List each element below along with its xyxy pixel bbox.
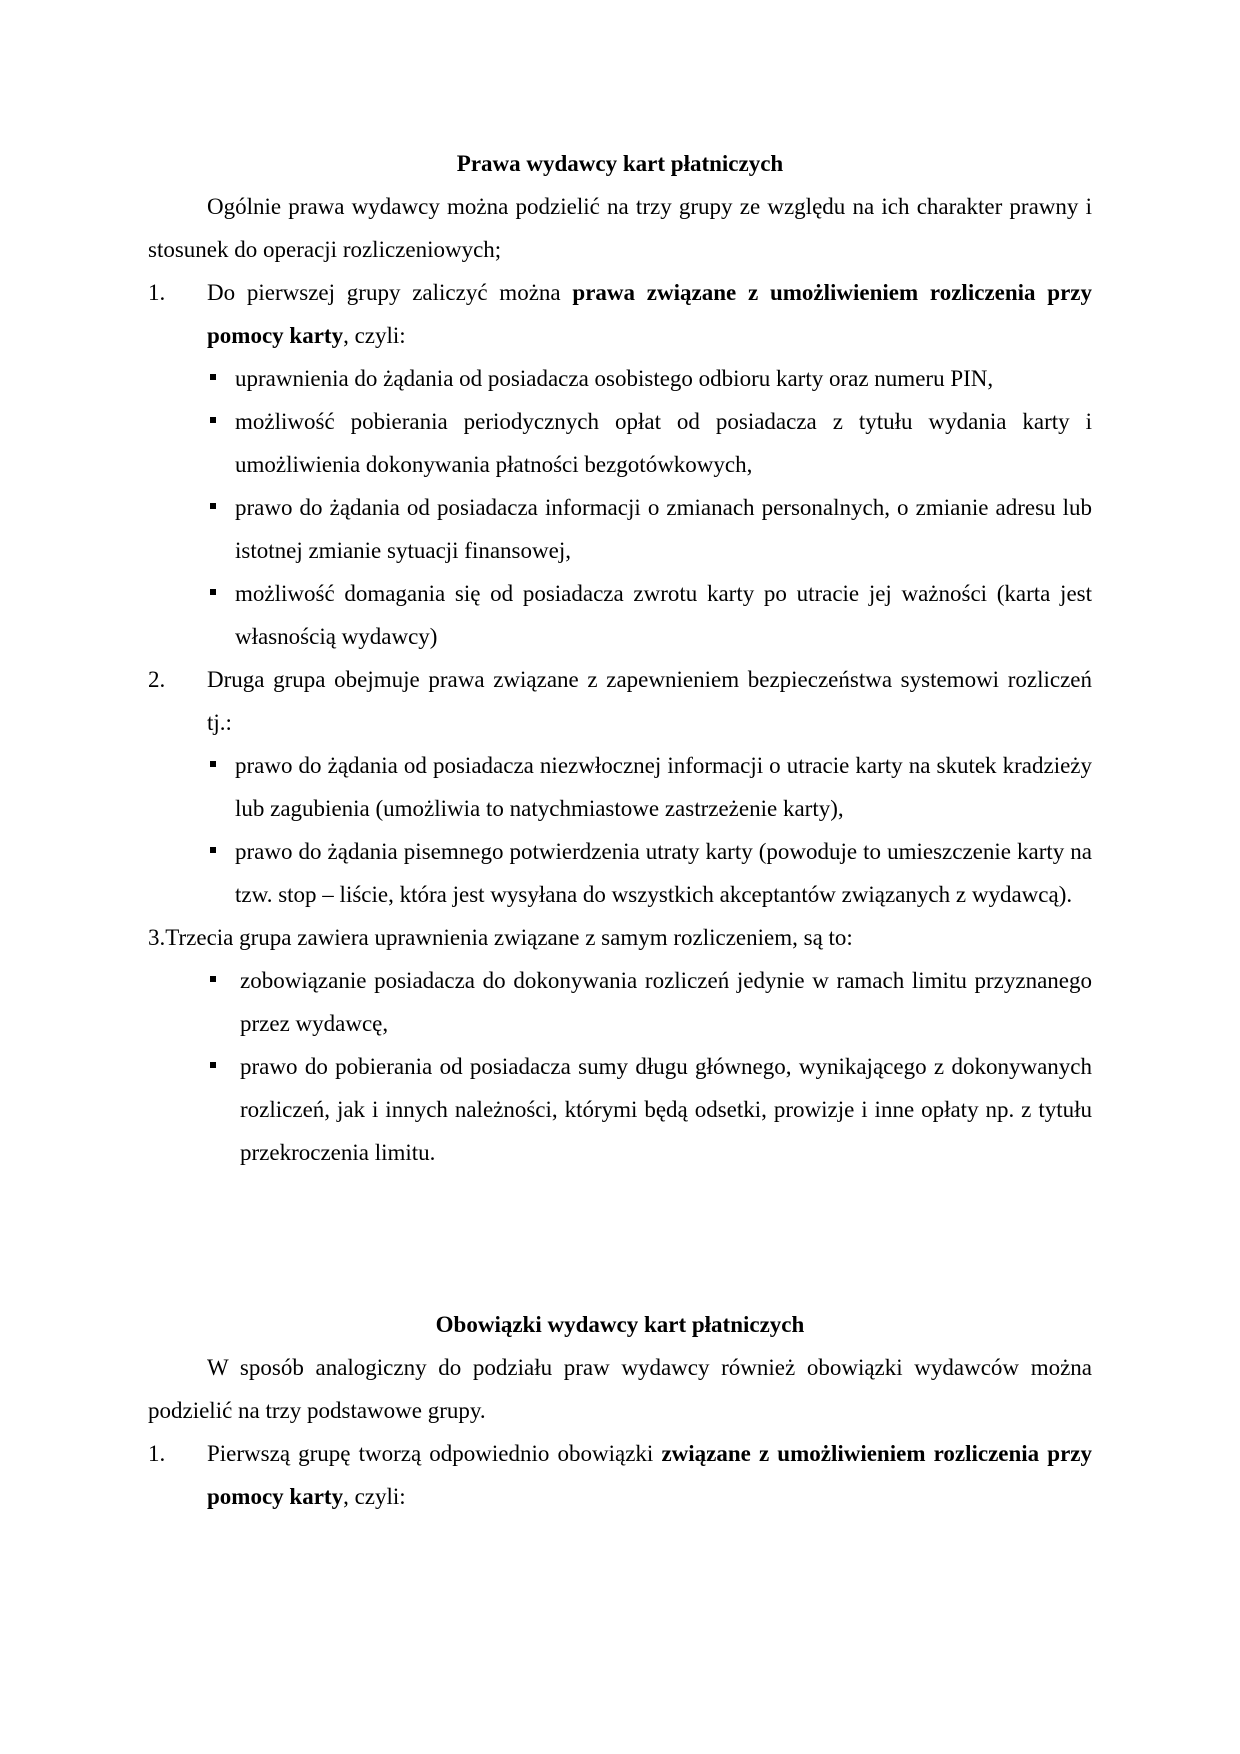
group-text: Pierwszą grupę tworzą odpowiednio obowiązki [207, 1441, 662, 1466]
list-item [148, 744, 1092, 830]
bullet-icon [210, 830, 235, 916]
obligations-group-1 [148, 1432, 1092, 1518]
list-number: 1. [148, 1441, 166, 1466]
list-number: 1. [148, 280, 166, 305]
bullet-icon [210, 1045, 240, 1174]
list-item [148, 486, 1092, 572]
group-bold-text: prawa związane z umożliwieniem rozliczenia przy pomocy karty [207, 280, 1093, 348]
list-item [148, 959, 1092, 1045]
bullet-icon [210, 357, 235, 400]
section-title-obligations: Obowiązki wydawcy kart płatniczych [435, 1312, 805, 1337]
list-number: 2. [148, 667, 166, 692]
list-item-text: prawo do pobierania od posiadacza sumy długu głównego, wynikającego z dokonywanych rozliczeń, jak i innych należności, którymi będą odsetki, prowizje i inne opłaty np. z tytułu przekroczenia limitu. [240, 1054, 1092, 1165]
bullet-icon [210, 744, 235, 830]
bullet-icon [210, 400, 235, 486]
document-page [148, 142, 1092, 1518]
list-item-text: uprawnienia do żądania od posiadacza osobistego odbioru karty oraz numeru PIN, [235, 366, 994, 391]
rights-group-2 [148, 658, 1092, 744]
group-text: Druga grupa obejmuje prawa związane z zapewnieniem bezpieczeństwa systemowi rozliczeń tj.: [207, 667, 1092, 735]
list-item-text: prawo do żądania od posiadacza informacji o zmianach personalnych, o zmianie adresu lub istotnej zmianie sytuacji finansowej, [235, 495, 1092, 563]
list-item [148, 572, 1092, 658]
list-item-text: prawo do żądania od posiadacza niezwłocznej informacji o utracie karty na skutek kradzieży lub zagubienia (umożliwia to natychmiastowe zastrzeżenie karty), [235, 753, 1092, 821]
bullet-icon [210, 572, 235, 658]
list-item-text: możliwość pobierania periodycznych opłat od posiadacza z tytułu wydania karty i umożliwienia dokonywania płatności bezgotówkowych, [235, 409, 1092, 477]
list-item-text: możliwość domagania się od posiadacza zwrotu karty po utracie jej ważności (karta jest własnością wydawcy) [235, 581, 1092, 649]
list-item [148, 830, 1092, 916]
list-item [148, 357, 1092, 400]
list-item [148, 400, 1092, 486]
group-text: Do pierwszej grupy zaliczyć można [207, 280, 573, 305]
section-spacer [148, 1174, 1092, 1303]
bullet-icon [210, 959, 240, 1045]
list-item [148, 1045, 1092, 1174]
rights-intro: Ogólnie prawa wydawcy można podzielić na trzy grupy ze względu na ich charakter prawny i stosunek do operacji rozliczeniowych; [148, 194, 1092, 262]
group-text-end: , czyli: [343, 1484, 406, 1509]
bullet-icon [210, 486, 235, 572]
list-item-text: prawo do żądania pisemnego potwierdzenia utraty karty (powoduje to umieszczenie karty na tzw. stop – liście, która jest wysyłana do wszystkich akceptantów związanych z wydawcą). [235, 839, 1092, 907]
rights-group-3: 3.Trzecia grupa zawiera uprawnienia związane z samym rozliczeniem, są to: [148, 925, 853, 950]
obligations-intro: W sposób analogiczny do podziału praw wydawcy również obowiązki wydawców można podzielić na trzy podstawowe grupy. [148, 1355, 1092, 1423]
group-bold-text: związane z umożliwieniem rozliczenia przy pomocy karty [207, 1441, 1092, 1509]
rights-group-2-bullets [148, 744, 1092, 916]
rights-group-3-bullets [148, 959, 1092, 1174]
list-item-text: zobowiązanie posiadacza do dokonywania rozliczeń jedynie w ramach limitu przyznanego przez wydawcę, [240, 968, 1092, 1036]
group-text-end: , czyli: [343, 323, 406, 348]
section-title-rights: Prawa wydawcy kart płatniczych [456, 151, 784, 176]
rights-group-1-bullets [148, 357, 1092, 658]
rights-group-1 [148, 271, 1092, 357]
